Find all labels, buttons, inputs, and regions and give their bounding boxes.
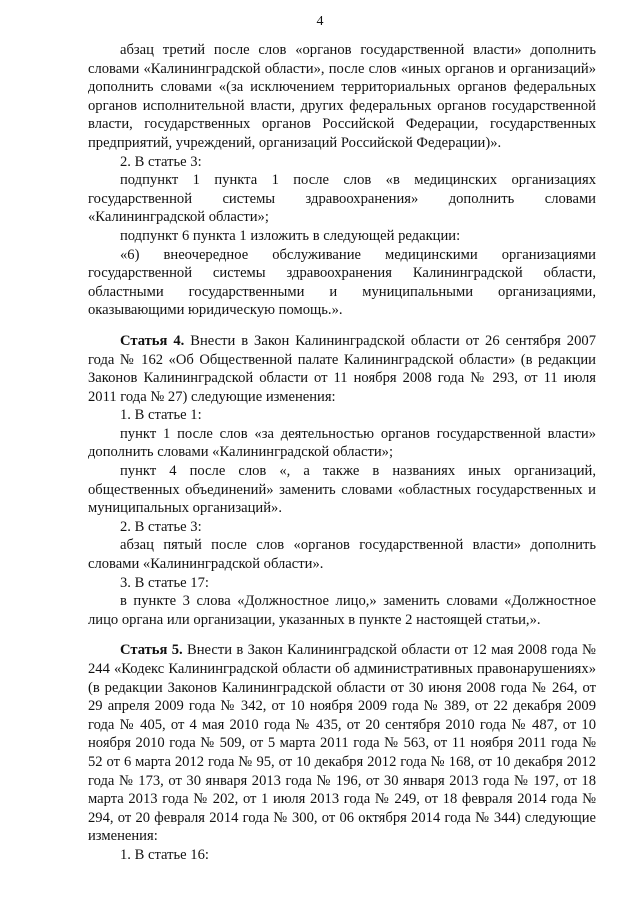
article-4-item: 1. В статье 1: — [120, 407, 202, 424]
paragraph-statya-3-heading: 2. В статье 3: — [120, 153, 202, 170]
document-body — [88, 41, 596, 865]
article-5-text: Внести в Закон Калининградской области от 12 мая 2008 года № 244 «Кодекс Калининградской области об административных правонарушениях» (в редакции Законов Калининградской области от 30 июня 2008 года № 264, от 29 апреля 2009 года № 342, от 10 ноября 2009 года № 389, от 22 декабря 2009 года № 405, от 4 мая 2010 года № 435, от 20 сентября 2010 года № 487, от 10 ноября 2010 года № 509, от 5 марта 2011 года № 563, от 11 ноября 2011 года № 52 от 6 марта 2012 года № 95, от 10 декабря 2012 года № 168, от 10 декабря 2012 года № 173, от 30 января 2013 года № 196, от 30 января 2013 года № 197, от 18 марта 2013 года № 202, от 1 июля 2013 года № 249, от 18 февраля 2014 года № 294, от 20 февраля 2014 года № 300, от 06 октября 2014 года № 344) следующие изменения: — [88, 642, 596, 845]
spacer — [88, 320, 596, 332]
article-4-item: пункт 1 после слов «за деятельностью органов государственной власти» дополнить словами «Калининградской области»; — [88, 425, 596, 461]
article-4-item: пункт 4 после слов «, а также в названиях иных организаций, общественных объединений» заменить словами «областных государственных и муниципальных организаций». — [88, 463, 596, 517]
article-5-paragraph — [88, 641, 596, 846]
paragraph-abzac-tretij: абзац третий после слов «органов государственной власти» дополнить словами «Калининградской области», после слов «иных органов и организаций» дополнить словами «(за исключением территориальных органов федеральных органов исполнительной власти, других федеральных органов государственной власти, государственных органов Российской Федерации, государственных предприятий, учреждений, организаций Российской Федерации)». — [88, 42, 596, 151]
page-number: 4 — [316, 14, 324, 29]
article-5-item: 1. В статье 16: — [120, 846, 209, 863]
paragraph-podpunkt-6-text: «6) внеочередное обслуживание медицинскими организациями государственной системы здравоохранения Калининградской области, областными государственными и муниципальными организациями, оказывающими юридическую помощь.». — [88, 246, 596, 319]
article-4-item: 3. В статье 17: — [120, 574, 209, 591]
article-4-text: Внести в Закон Калининградской области от 26 сентября 2007 года № 162 «Об Общественной палате Калининградской области» (в редакции Законов Калининградской области от 11 ноября 2008 года № 293, от 11 июля 2011 года № 27) следующие изменения: — [88, 332, 596, 405]
paragraph-podpunkt-6: подпункт 6 пункта 1 изложить в следующей редакции: — [120, 227, 461, 244]
article-5-heading: Статья 5. — [120, 642, 183, 659]
article-4-item: 2. В статье 3: — [120, 518, 202, 535]
spacer — [88, 629, 596, 641]
paragraph-podpunkt-1: подпункт 1 пункта 1 после слов «в медицинских организациях государственной системы здравоохранения» дополнить словами «Калининградской области»; — [88, 172, 596, 226]
article-4-heading: Статья 4. — [120, 332, 185, 349]
article-4-paragraph — [88, 332, 596, 406]
article-4-item: абзац пятый после слов «органов государственной власти» дополнить словами «Калининградской области». — [88, 537, 596, 573]
article-4-item: в пункте 3 слова «Должностное лицо,» заменить словами «Должностное лицо органа или организации, указанных в пункте 2 настоящей статьи,». — [88, 593, 596, 628]
